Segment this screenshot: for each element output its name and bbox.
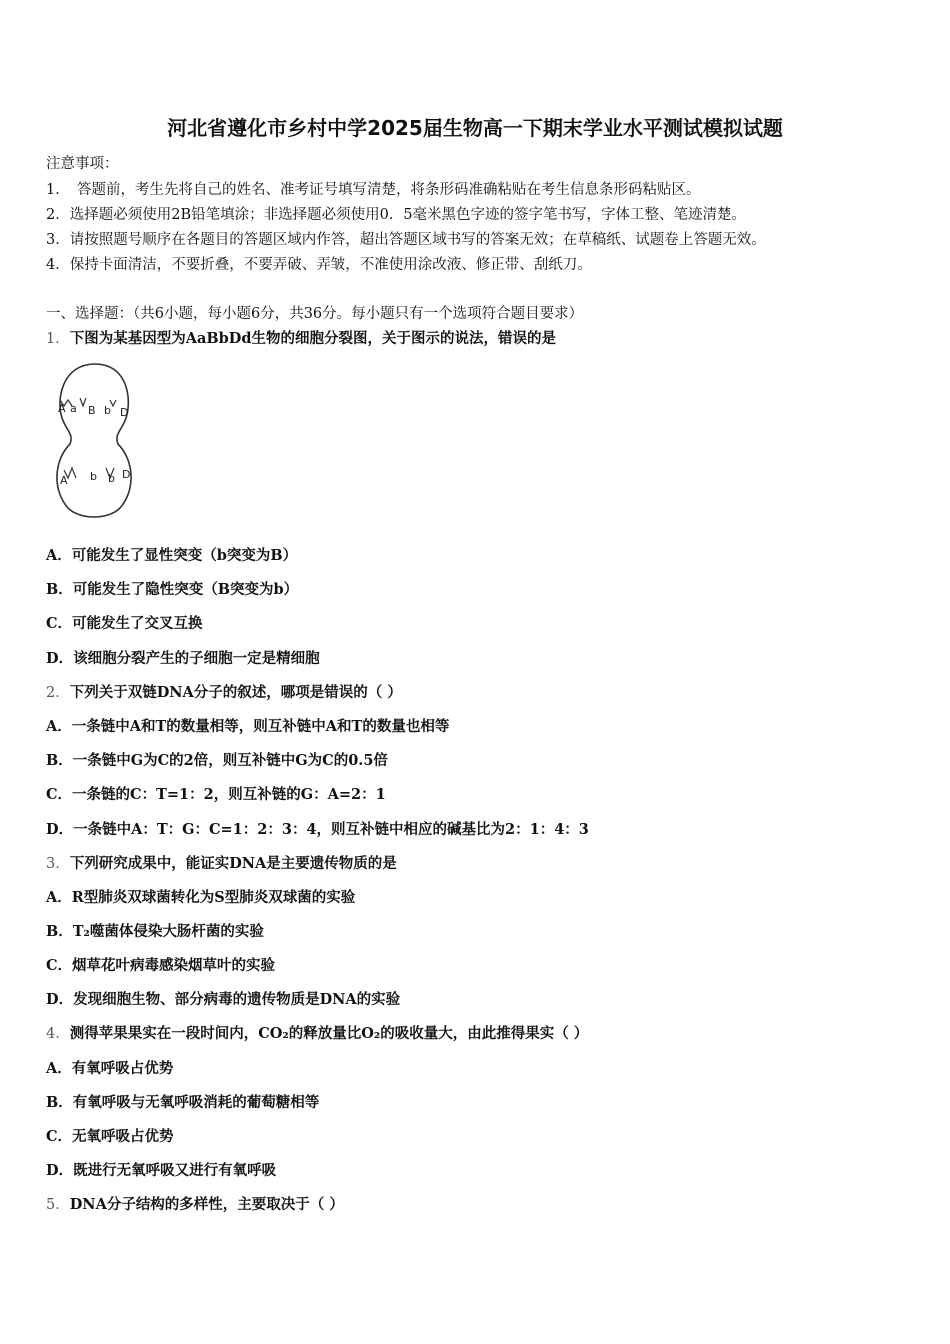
option: D．一条链中A：T：G：C=1：2：3：4，则互补链中相应的碱基比为2：1：4：3: [46, 821, 589, 838]
cell-outline: [57, 364, 131, 517]
gene-label: a: [70, 402, 77, 415]
option: D．发现细胞生物、部分病毒的遗传物质是DNA的实验: [46, 991, 401, 1008]
question-2: [46, 681, 402, 702]
option: B．一条链中G为C的2倍，则互补链中G为C的0.5倍: [46, 752, 388, 769]
cell-division-figure: [50, 360, 140, 525]
option: C．无氧呼吸占优势: [46, 1128, 174, 1145]
gene-label: D: [122, 468, 131, 481]
option: B．T₂噬菌体侵染大肠杆菌的实验: [46, 923, 264, 940]
question-number: 2．: [46, 685, 70, 701]
chromosome-mark: [80, 398, 86, 406]
option: C．烟草花叶病毒感染烟草叶的实验: [46, 957, 276, 974]
question-stem: 下列研究成果中，能证实DNA是主要遗传物质的是: [69, 855, 397, 872]
question-4: [46, 1022, 588, 1043]
gene-label: A: [60, 474, 68, 487]
notice-item: 4．保持卡面清洁，不要折叠，不要弄破、弄皱，不准使用涂改液、修正带、刮纸刀。: [46, 257, 592, 273]
question-stem: DNA分子结构的多样性，主要取决于（ ）: [69, 1196, 344, 1213]
question-stem: 测得苹果果实在一段时间内，CO₂的释放量比O₂的吸收量大，由此推得果实（ ）: [69, 1025, 589, 1042]
question-5: [46, 1193, 344, 1214]
option: A．可能发生了显性突变（b突变为B）: [46, 547, 298, 564]
notice-item: 2．选择题必须使用2B铅笔填涂；非选择题必须使用0．5毫米黑色字迹的签字笔书写，字体工整、笔迹清楚。: [46, 207, 747, 223]
gene-label: A: [58, 402, 66, 415]
gene-label: B: [88, 404, 96, 417]
notice-heading: 注意事项：: [46, 156, 119, 172]
option: B．可能发生了隐性突变（B突变为b）: [46, 581, 299, 598]
question-number: 5．: [46, 1197, 70, 1213]
question-stem: 下图为某基因型为AaBbDd生物的细胞分裂图，关于图示的说法，错误的是: [69, 330, 556, 347]
option: B．有氧呼吸与无氧呼吸消耗的葡萄糖相等: [46, 1094, 320, 1111]
option: C．可能发生了交叉互换: [46, 615, 203, 632]
gene-label: b: [90, 470, 97, 483]
option: C．一条链的C：T=1：2，则互补链的G：A=2：1: [46, 786, 386, 803]
option: A．R型肺炎双球菌转化为S型肺炎双球菌的实验: [46, 889, 356, 906]
notice-item: 1． 答题前，考生先将自己的姓名、准考证号填写清楚，将条形码准确粘贴在考生信息条形码粘贴区。: [46, 182, 701, 198]
question-1: [46, 327, 556, 348]
question-number: 1．: [46, 331, 70, 347]
option: D．该细胞分裂产生的子细胞一定是精细胞: [46, 650, 320, 667]
option: A．有氧呼吸占优势: [46, 1060, 174, 1077]
question-3: [46, 852, 397, 873]
option: A．一条链中A和T的数量相等，则互补链中A和T的数量也相等: [46, 718, 450, 735]
option: D．既进行无氧呼吸又进行有氧呼吸: [46, 1162, 277, 1179]
gene-label: b: [104, 404, 111, 417]
gene-label: b: [108, 472, 115, 485]
page-title: 河北省遵化市乡村中学2025届生物高一下期末学业水平测试模拟试题: [167, 116, 783, 140]
question-stem: 下列关于双链DNA分子的叙述，哪项是错误的（ ）: [69, 684, 402, 701]
gene-label: D: [120, 406, 129, 419]
notice-item: 3．请按照题号顺序在各题目的答题区域内作答，超出答题区域书写的答案无效；在草稿纸、试题卷上答题无效。: [46, 232, 766, 248]
question-number: 3．: [46, 856, 70, 872]
section-heading: 一、选择题：（共6小题，每小题6分，共36分。每小题只有一个选项符合题目要求）: [46, 306, 584, 322]
question-number: 4．: [46, 1026, 70, 1042]
